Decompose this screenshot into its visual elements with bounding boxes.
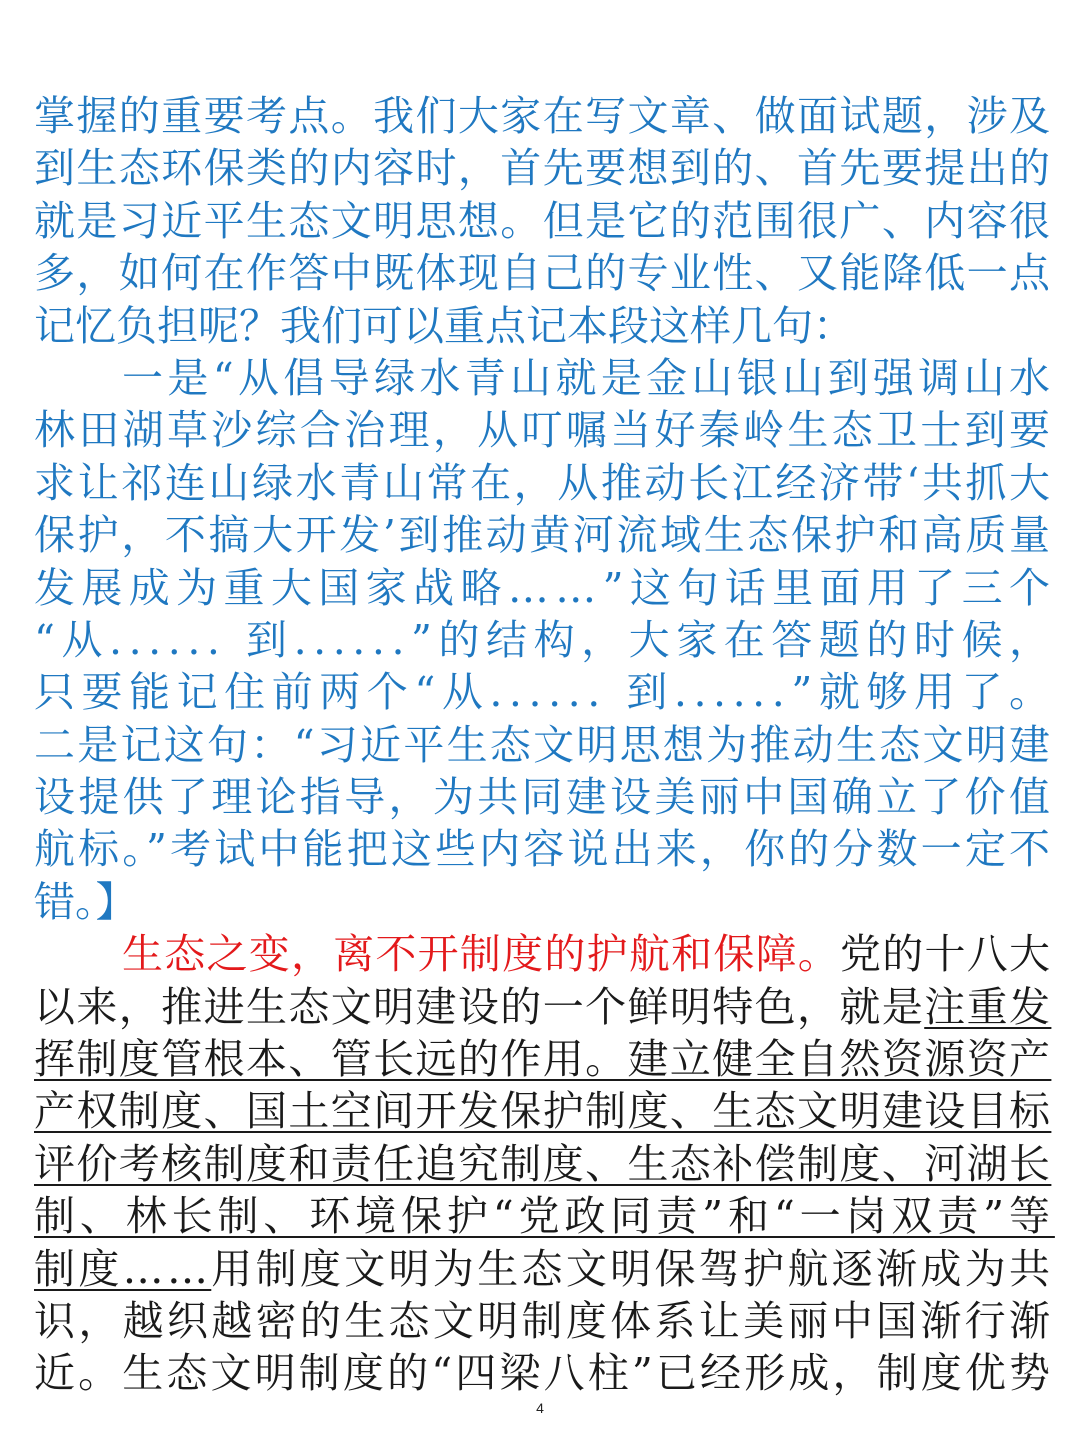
text-line	[34, 614, 1057, 666]
text-line	[34, 509, 1053, 561]
body-text	[34, 90, 1057, 1400]
text-line	[34, 562, 1057, 614]
text-line	[34, 823, 1054, 875]
text-segment: 党的十八大	[840, 930, 1052, 979]
text-line-content: 近。生态文明制度的“四梁八柱”已经形成，制度优势	[34, 1349, 1054, 1398]
text-line-content: 只要能记住前两个“从...... 到......”就够用了。	[34, 668, 1057, 717]
underlined-text: 制度……	[34, 1244, 212, 1293]
text-line-content	[34, 1033, 1051, 1085]
text-line	[34, 1347, 1054, 1399]
text-line	[34, 1295, 1054, 1347]
text-line	[34, 352, 1055, 404]
text-line-content: 多，如何在作答中既体现自己的专业性、又能降低一点	[34, 249, 1052, 298]
highlighted-heading: 生态之变，离不开制度的护航和保障。	[122, 930, 841, 979]
text-line-content	[34, 1243, 1053, 1295]
text-line	[34, 1190, 1055, 1242]
text-line	[34, 719, 1053, 771]
text-line	[34, 771, 1054, 823]
text-line-content: 求让祁连山绿水青山常在，从推动长江经济带‘共抓大	[34, 458, 1053, 507]
text-line	[34, 1085, 1050, 1137]
text-line	[34, 142, 1050, 194]
underlined-text: 产权制度、国土空间开发保护制度、生态文明建设目标	[34, 1087, 1052, 1136]
text-line-content: 发展成为重大国家战略……”这句话里面用了三个	[34, 563, 1057, 612]
underlined-text: 制、林长制、环境保护“党政同责”和“一岗双责”等	[34, 1192, 1055, 1241]
text-line-content: “从...... 到......”的结构，大家在答题的时候，	[34, 615, 1057, 664]
text-line	[34, 981, 1050, 1033]
text-line	[34, 1243, 1054, 1295]
text-line-content: 设提供了理论指导，为共同建设美丽中国确立了价值	[34, 773, 1054, 822]
underlined-text: 建立健全自然资源资产	[627, 1035, 1052, 1084]
underlined-text: 注重发	[924, 982, 1052, 1031]
underlined-text: 评价考核制度和责任追究制度、生态补偿制度、河湖长	[34, 1139, 1052, 1188]
text-line-content: 航标。”考试中能把这些内容说出来，你的分数一定不	[34, 825, 1054, 874]
text-line-content: 到生态环保类的内容时，首先要想到的、首先要提出的	[34, 144, 1052, 193]
text-line	[34, 300, 1050, 352]
underlined-text: 挥制度管根本、管长远的作用。	[34, 1035, 628, 1084]
text-segment: 用制度文明为生态文明保驾护航逐渐成为共	[211, 1244, 1054, 1293]
text-line-content: 记忆负担呢？我们可以重点记本段这样几句：	[34, 301, 854, 350]
text-line	[34, 928, 1050, 980]
text-line	[34, 1033, 1050, 1085]
text-line	[34, 666, 1057, 718]
text-line-content: 保护，不搞大开发’到推动黄河流域生态保护和高质量	[34, 511, 1053, 560]
page-number: 4	[536, 1400, 544, 1416]
text-line	[34, 457, 1053, 509]
text-line-content: 一是“从倡导绿水青山就是金山银山到强调山水	[122, 353, 1055, 402]
text-line-content	[122, 928, 1051, 980]
text-line	[34, 876, 1050, 928]
text-line	[34, 1138, 1050, 1190]
text-line-content: 错。】	[34, 877, 137, 926]
text-line	[34, 90, 1050, 142]
text-line	[34, 404, 1054, 456]
text-line-content: 就是习近平生态文明思想。但是它的范围很广、内容很	[34, 196, 1052, 245]
text-line-content: 识，越织越密的生态文明制度体系让美丽中国渐行渐	[34, 1296, 1054, 1345]
text-segment: 以来，推进生态文明建设的一个鲜明特色，就是	[34, 982, 925, 1031]
text-line-content	[34, 981, 1051, 1033]
text-line-content: 掌握的重要考点。我们大家在写文章、做面试题，涉及	[34, 92, 1052, 140]
text-line-content: 二是记这句：“习近平生态文明思想为推动生态文明建	[34, 720, 1053, 769]
text-line-content: 林田湖草沙综合治理，从叮嘱当好秦岭生态卫士到要	[34, 406, 1054, 455]
text-line	[34, 247, 1050, 299]
text-line	[34, 195, 1050, 247]
